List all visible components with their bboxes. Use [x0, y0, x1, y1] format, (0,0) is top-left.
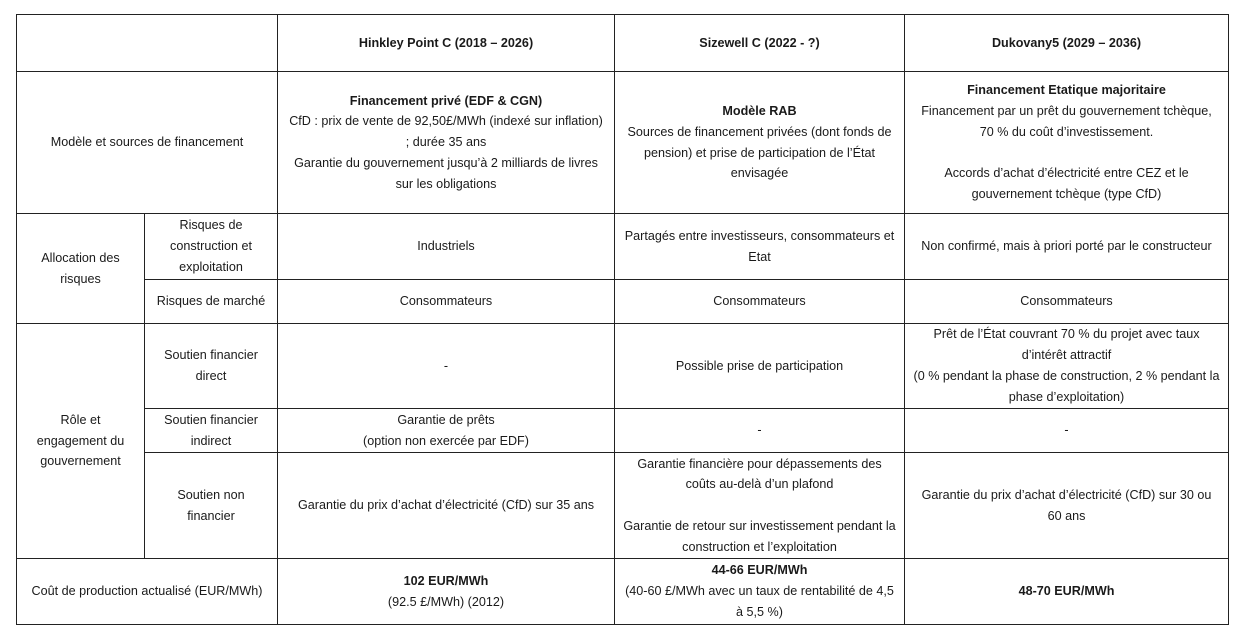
subrow-label-nonfinancial: Soutien non financier [145, 453, 278, 559]
cell-text: Garantie de retour sur investissement pendant la construction et l’exploitation [623, 518, 896, 554]
cell-nonfinancial-sizewell [615, 453, 905, 559]
cell-direct-sizewell: Possible prise de participation [615, 324, 905, 409]
cell-text: Garantie financière pour dépassements des coûts au-delà d’un plafond [637, 456, 882, 492]
header-row [17, 15, 1229, 72]
cell-indirect-hinkley [278, 409, 615, 453]
table-row-risk-construction [17, 214, 1229, 280]
cell-risk-construction-dukovany: Non confirmé, mais à priori porté par le constructeur [905, 214, 1229, 280]
cell-indirect-dukovany: - [905, 409, 1229, 453]
cell-cost-sizewell [615, 559, 905, 625]
cell-risk-market-hinkley: Consommateurs [278, 280, 615, 324]
header-corner-cell [17, 15, 278, 72]
cell-nonfinancial-dukovany: Garantie du prix d’achat d’électricité (CfD) sur 30 ou 60 ans [905, 453, 1229, 559]
cell-text: (option non exercée par EDF) [363, 433, 529, 448]
cell-cost-hinkley [278, 559, 615, 625]
cell-risk-market-sizewell: Consommateurs [615, 280, 905, 324]
table-row-gov-nonfinancial [17, 453, 1229, 559]
spacer [623, 495, 896, 516]
cell-text: Garantie du gouvernement jusqu’à 2 milliards de livres sur les obligations [294, 155, 598, 191]
cell-title: Financement privé (EDF & CGN) [349, 93, 543, 108]
cell-text: CfD : prix de vente de 92,50£/MWh (indexé sur inflation) ; durée 35 ans [289, 114, 603, 150]
cost-note: (92.5 £/MWh) (2012) [387, 594, 505, 609]
cell-direct-dukovany [905, 324, 1229, 409]
cost-value: 44-66 EUR/MWh [711, 563, 808, 578]
cell-text: Financement par un prêt du gouvernement tchèque, 70 % du coût d’investissement. [921, 103, 1212, 139]
row-label-risk: Allocation des risques [17, 214, 145, 324]
spacer [913, 143, 1220, 164]
row-label-government: Rôle et engagement du gouvernement [17, 324, 145, 559]
table-row-gov-direct [17, 324, 1229, 409]
cell-risk-market-dukovany: Consommateurs [905, 280, 1229, 324]
cell-title: Modèle RAB [722, 103, 797, 118]
table-row-gov-indirect [17, 409, 1229, 453]
subrow-label-market: Risques de marché [145, 280, 278, 324]
comparison-table [16, 14, 1229, 625]
cost-value: 48-70 EUR/MWh [1018, 584, 1115, 599]
cell-title: Financement Etatique majoritaire [967, 83, 1166, 98]
header-hinkley: Hinkley Point C (2018 – 2026) [278, 15, 615, 72]
cell-nonfinancial-hinkley: Garantie du prix d’achat d’électricité (CfD) sur 35 ans [278, 453, 615, 559]
cell-direct-hinkley: - [278, 324, 615, 409]
cell-indirect-sizewell: - [615, 409, 905, 453]
cell-financing-sizewell [615, 72, 905, 214]
cell-text: Sources de financement privées (dont fonds de pension) et prise de participation de l’État envisagée [627, 124, 892, 181]
row-label-cost: Coût de production actualisé (EUR/MWh) [17, 559, 278, 625]
row-label-financing: Modèle et sources de financement [17, 72, 278, 214]
cell-text: (0 % pendant la phase de construction, 2 % pendant la phase d’exploitation) [913, 369, 1220, 404]
cell-financing-dukovany [905, 72, 1229, 214]
table-row-cost [17, 559, 1229, 625]
cell-text: Prêt de l’État couvrant 70 % du projet avec taux d’intérêt attractif [933, 327, 1200, 363]
cell-text: Accords d’achat d’électricité entre CEZ et le gouvernement tchèque (type CfD) [944, 166, 1189, 202]
header-sizewell: Sizewell C (2022 - ?) [615, 15, 905, 72]
cell-risk-construction-sizewell: Partagés entre investisseurs, consommateurs et Etat [615, 214, 905, 280]
cell-text: Garantie de prêts [397, 412, 495, 427]
cost-value: 102 EUR/MWh [403, 573, 489, 588]
cell-cost-dukovany [905, 559, 1229, 625]
subrow-label-construction: Risques de construction et exploitation [145, 214, 278, 280]
header-dukovany: Dukovany5 (2029 – 2036) [905, 15, 1229, 72]
subrow-label-direct: Soutien financier direct [145, 324, 278, 409]
table-row-financing [17, 72, 1229, 214]
cell-financing-hinkley [278, 72, 615, 214]
subrow-label-indirect: Soutien financier indirect [145, 409, 278, 453]
table-row-risk-market [17, 280, 1229, 324]
cell-risk-construction-hinkley: Industriels [278, 214, 615, 280]
cost-note: (40-60 £/MWh avec un taux de rentabilité de 4,5 à 5,5 %) [625, 584, 894, 619]
